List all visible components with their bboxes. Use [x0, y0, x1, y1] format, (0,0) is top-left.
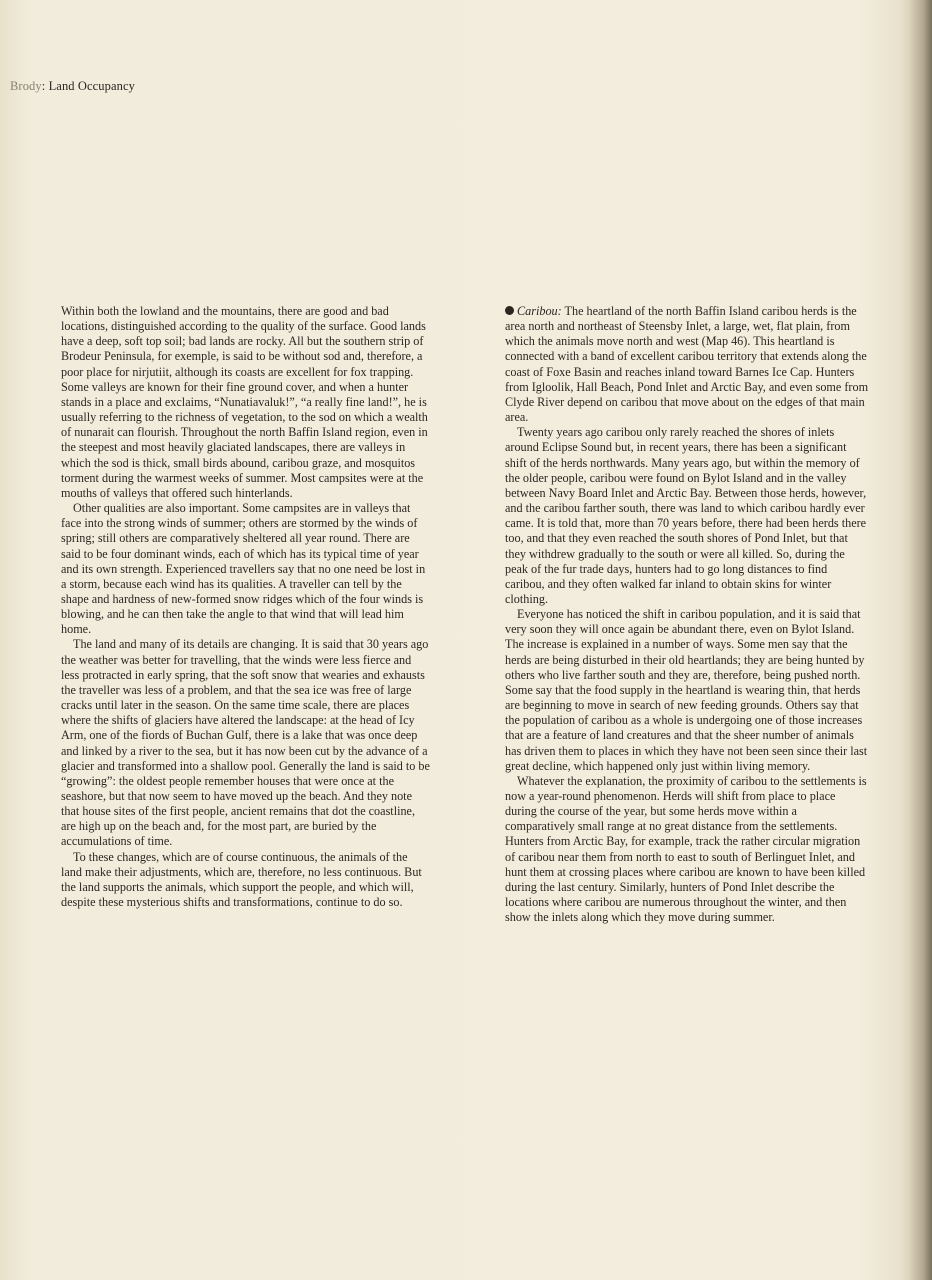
left-paragraph-1: Within both the lowland and the mountains, there are good and bad locations, distinguished according to the quality of the surface. Good lands have a deep, soft top soil; bad lands are rocky. All but the southern strip of Brodeur Peninsula, for exemple, is said to be without sod and, therefore, a poor place for nirjutiit, although its coasts are excellent for fox trapping. Some valleys are known for their fine ground cover, and when a hunter stands in a place and exclaims, “Nunatiavaluk!”, “a really fine land!”, he is usually referring to the richness of vegetation, to the sod on which a wealth of nunarait can flourish. Throughout the north Baffin Island region, even in the steepest and most heavily glaciated landscapes, there are valleys in which the sod is thick, small birds abound, caribou graze, and mosquitos torment during the warmest weeks of summer. Most campsites were at the mouths of valleys that offered such hinterlands.	[61, 304, 428, 500]
left-paragraph-3: The land and many of its details are changing. It is said that 30 years ago the weather was better for travelling, that the winds were less fierce and less protracted in early spring, that the soft snow that wearies and exhausts the traveller was less of a problem, and that the sea ice was free of large cracks until later in the season. On the same time scale, there are places where the shifts of glaciers have altered the landscape: at the head of Icy Arm, one of the fiords of Buchan Gulf, there is a lake that was once deep and linked by a river to the sea, but it has now been cut by the advance of a glacier and transformed into a shallow pool. Generally the land is said to be “growing”: the oldest people remember houses that were once at the seashore, but that now seem to have moved up the beach. And they note that house sites of the first people, ancient remains that dot the coastline, are high up on the beach and, for the most part, are buried by the accumulations of time.	[61, 637, 430, 849]
page-spine-shadow	[910, 0, 932, 1280]
header-title: Land Occupancy	[48, 79, 135, 93]
right-paragraph-2: Twenty years ago caribou only rarely reached the shores of inlets around Eclipse Sound but, in recent years, there has been a significant shift of the herds northwards. Many years ago, but within the memory of the older people, caribou were found on Bylot Island and in the valley between Navy Board Inlet and Arctic Bay. Between those herds, however, and the caribou farther south, there was land to which caribou hardly ever came. It is told that, more than 70 years before, there had been herds there too, and that they even reached the south shores of Pond Inlet, but that they withdrew gradually to the south or were all killed. So, during the peak of the fur trade days, hunters had to go long distances to find caribou, and they often walked far inland to obtain skins for winter clothing.	[505, 425, 867, 606]
left-paragraph-4: To these changes, which are of course continuous, the animals of the land make their adjustments, which are, therefore, no less continuous. But the land supports the animals, which support the people, and which will, despite these mysterious shifts and transformations, continue to do so.	[61, 849, 422, 910]
left-column	[61, 304, 431, 910]
header-author: Brody	[10, 79, 42, 93]
left-paragraph-2: Other qualities are also important. Some campsites are in valleys that face into the strong winds of summer; others are stormed by the winds of spring; still others are comparatively sheltered all year round. There are said to be four dominant winds, each of which has its typical time of year and its own strength. Experienced travellers say that no one need be lost in a storm, because each wind has its qualities. A traveller can tell by the shape and hardness of new-formed snow ridges which of the four winds is blowing, and he can then take the angle to that wind that will lead him home.	[61, 501, 426, 637]
right-paragraph-3: Everyone has noticed the shift in caribou population, and it is said that very soon they will once again be abundant there, even on Bylot Island. The increase is explained in a number of ways. Some men say that the herds are being disturbed in their old heartlands; they are being hunted by others who live farther south and they are, therefore, being pushed north. Some say that the food supply in the heartland is wearing thin, that herds are beginning to move in search of new feeding grounds. Others say that the population of caribou as a whole is undergoing one of those increases that are a feature of land creatures and that the sheer number of animals has driven them to places in which they have not been seen since their last great decline, which happened only just within living memory.	[505, 607, 868, 773]
bullet-icon	[505, 306, 514, 315]
header-separator: :	[41, 79, 46, 93]
running-header	[10, 79, 135, 94]
right-paragraph-1: The heartland of the north Baffin Island caribou herds is the area north and northeast of Steensby Inlet, a large, wet, flat plain, from which the animals move north and west (Map 46). This heartland is connected with a band of excellent caribou territory that extends along the coast of Foxe Basin and reaches inland toward Barnes Ice Cap. Hunters from Igloolik, Hall Beach, Pond Inlet and Arctic Bay, and even some from Clyde River depend on caribou that move about on the edges of that main area.	[505, 304, 869, 425]
right-paragraph-4: Whatever the explanation, the proximity of caribou to the settlements is now a year-round phenomenon. Herds will shift from place to place during the course of the year, but some herds move within a comparatively small range at no great distance from the settlements. Hunters from Arctic Bay, for example, track the rather circular migration of caribou near them from north to east to south of Berlinguet Inlet, and hunt them at crossing places where caribou are known to have been killed during the last century. Similarly, hunters of Pond Inlet describe the locations where caribou are numerous throughout the winter, and then show the inlets along which they move during summer.	[505, 773, 867, 925]
right-column	[505, 304, 869, 925]
caribou-section	[505, 304, 869, 425]
caribou-heading: Caribou:	[517, 304, 562, 318]
